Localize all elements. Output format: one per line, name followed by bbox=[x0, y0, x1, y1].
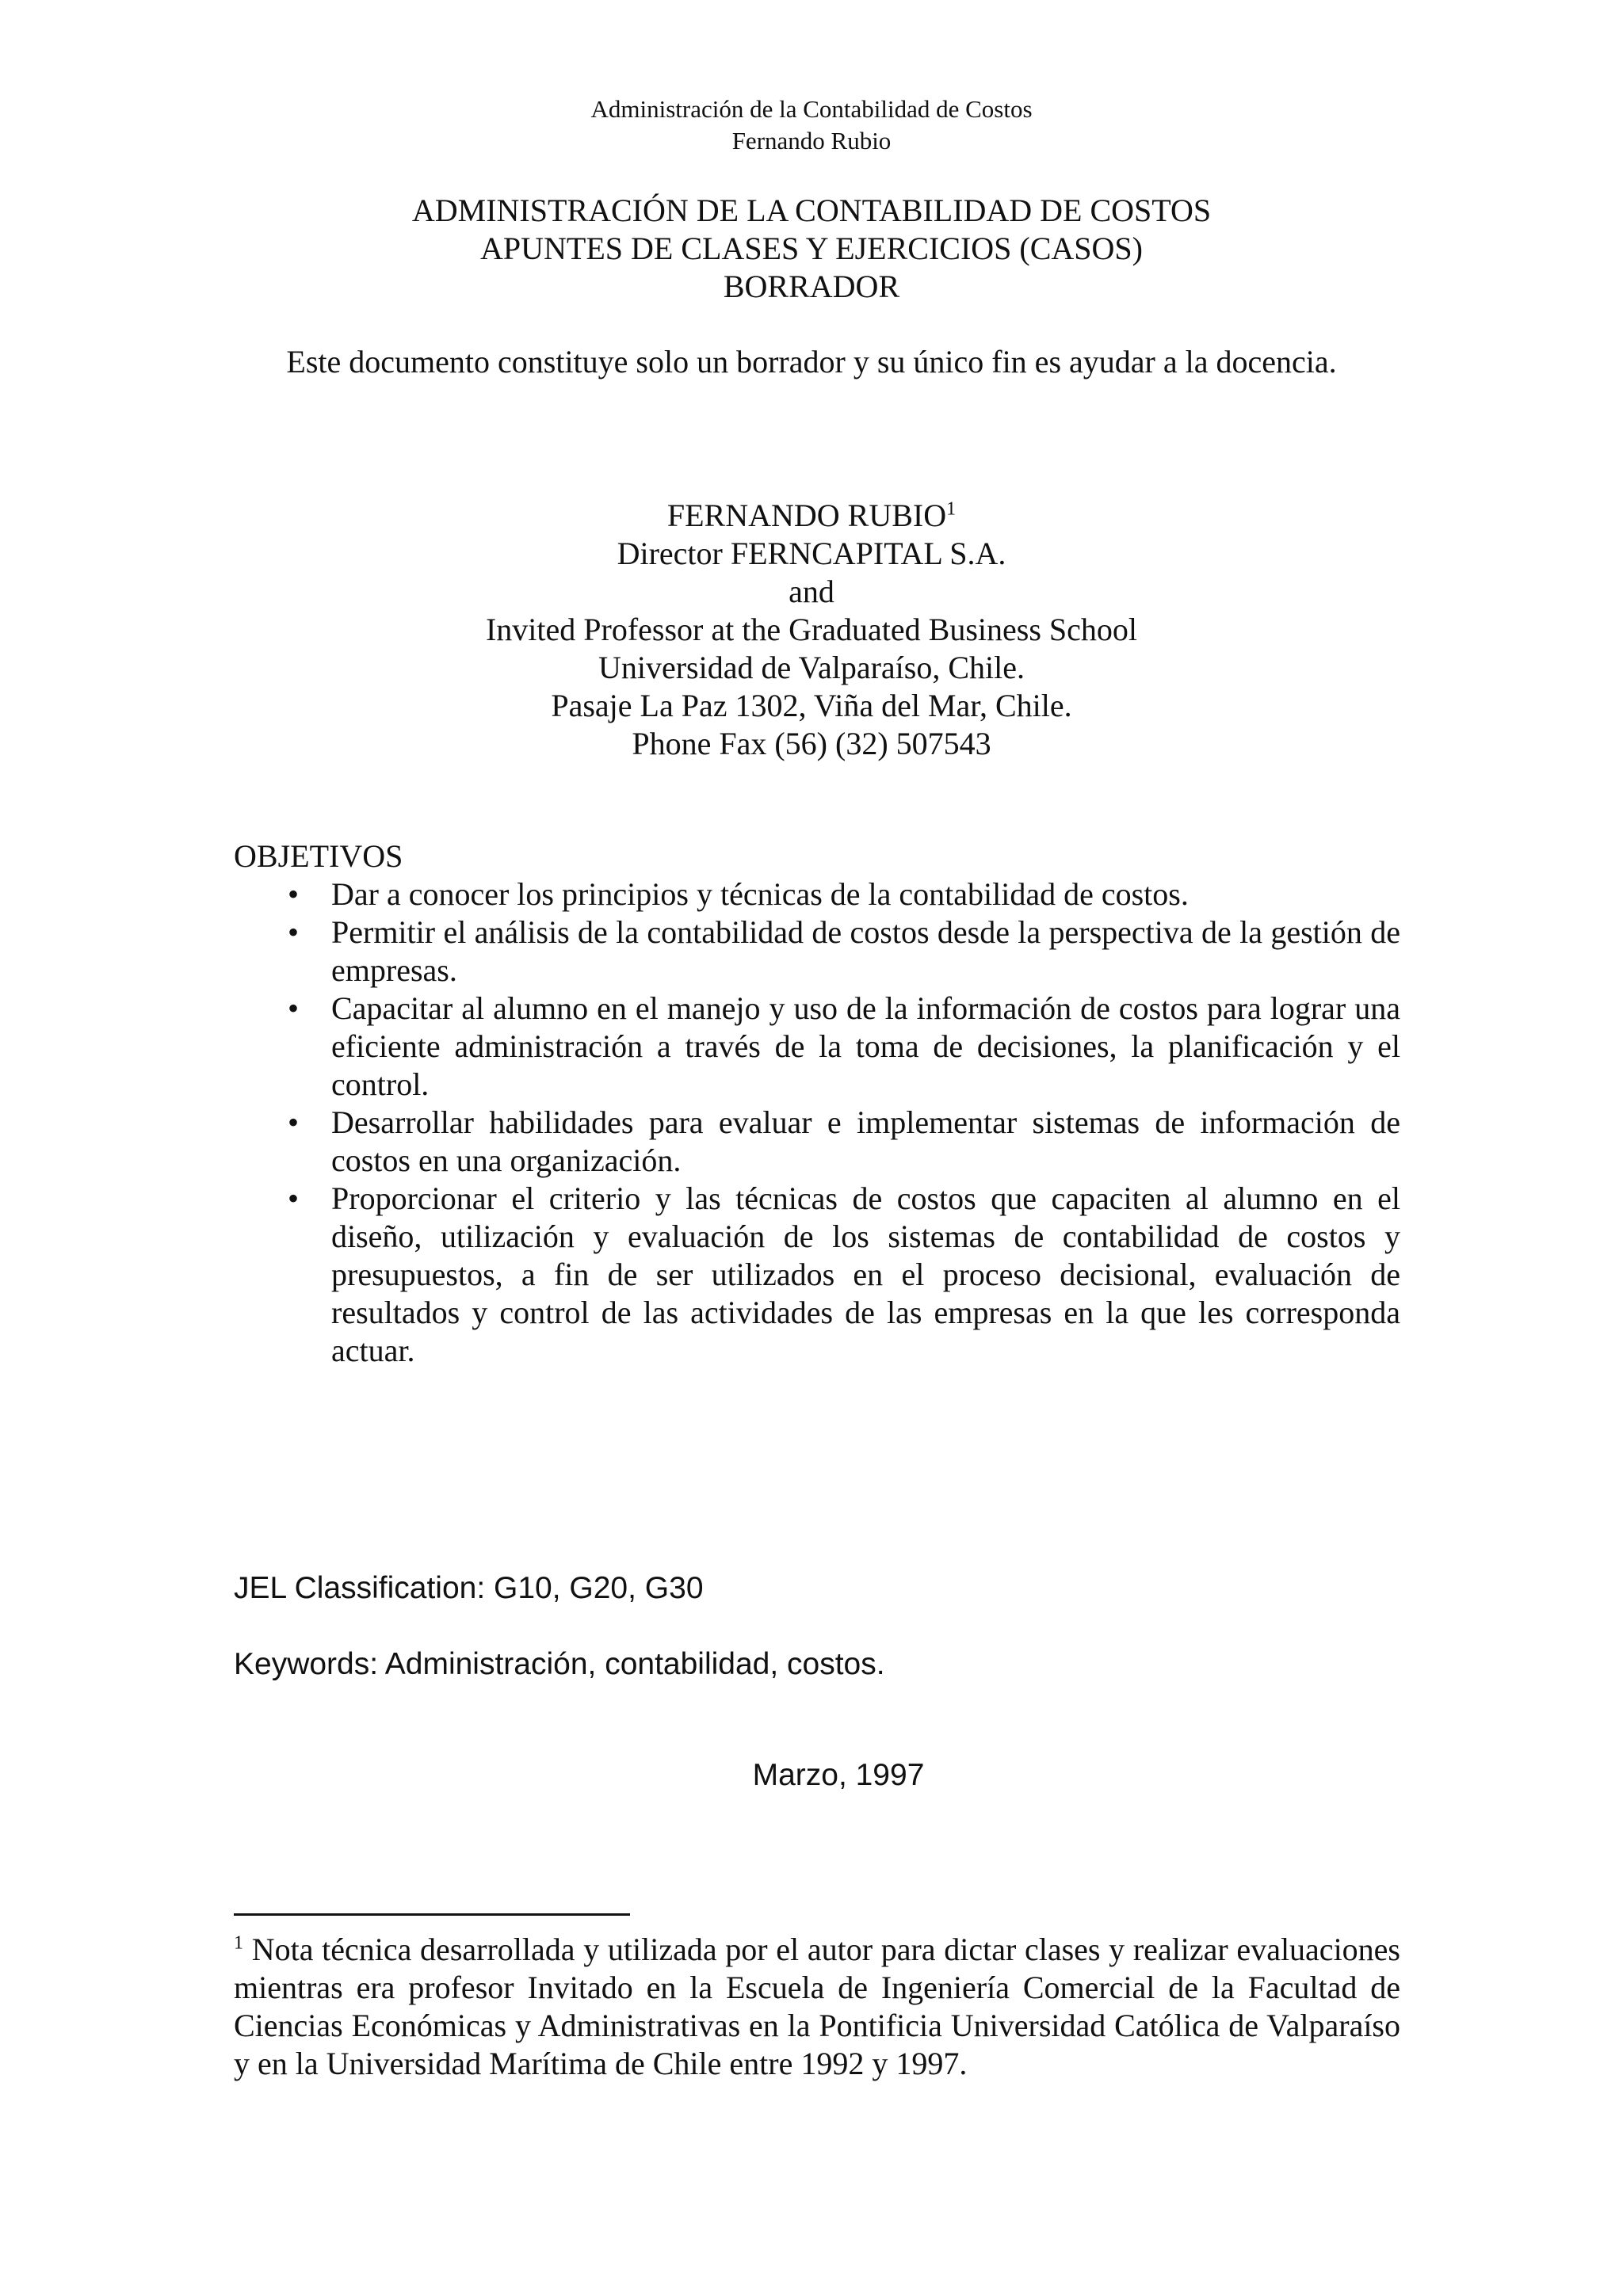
title-line-3: BORRADOR bbox=[723, 269, 900, 304]
footnote bbox=[234, 1931, 1400, 2083]
title-line-2: APUNTES DE CLASES Y EJERCICIOS (CASOS) bbox=[479, 231, 1143, 266]
author-name-line bbox=[0, 497, 1623, 535]
objectives-section bbox=[234, 837, 1400, 1370]
author-name: FERNANDO RUBIO bbox=[666, 498, 947, 533]
running-header-author: Fernando Rubio bbox=[731, 127, 892, 154]
objective-item bbox=[234, 990, 1400, 1104]
objective-item bbox=[234, 1104, 1400, 1180]
bullet-icon: • bbox=[288, 876, 300, 912]
objective-item bbox=[234, 875, 1400, 913]
author-affiliation-line: Invited Professor at the Graduated Business School bbox=[485, 612, 1138, 647]
objective-text: Permitir el análisis de la contabilidad de costos desde la perspectiva de la gestión de empresas. bbox=[331, 914, 1400, 988]
objective-text: Desarrollar habilidades para evaluar e implementar sistemas de información de costos en una organización. bbox=[331, 1104, 1400, 1178]
author-affiliation-line: and bbox=[789, 574, 834, 609]
keywords: Keywords: Administración, contabilidad, costos. bbox=[234, 1647, 885, 1681]
author-phone-line: Phone Fax (56) (32) 507543 bbox=[632, 726, 991, 761]
bullet-icon: • bbox=[288, 990, 300, 1026]
footnote-text: Nota técnica desarrollada y utilizada por el autor para dictar clases y realizar evaluaciones mientras era profesor Invitado en la Escuela de Ingeniería Comercial de la Facultad de Ciencias Económicas y Administrativas en la Pontificia Universidad Católica de Valparaíso y en la Universidad Marítima de Chile entre 1992 y 1997. bbox=[234, 1932, 1400, 2081]
author-footnote-marker: 1 bbox=[946, 498, 957, 520]
objective-item bbox=[234, 913, 1400, 990]
objective-text: Proporcionar el criterio y las técnicas de costos que capaciten al alumno en el diseño, utilización y evaluación de los sistemas de contabilidad de costos y presupuestos, a fin de ser utilizados en el proceso decisional, evaluación de resultados y control de las actividades de las empresas en la que les corresponda actuar. bbox=[331, 1180, 1400, 1368]
footnote-marker: 1 bbox=[234, 1932, 243, 1954]
objective-text: Capacitar al alumno en el manejo y uso de la información de costos para lograr una eficiente administración a través de la toma de decisiones, la planificación y el control. bbox=[331, 990, 1400, 1102]
author-affiliation-line: Director FERNCAPITAL S.A. bbox=[617, 536, 1006, 571]
title-line-1: ADMINISTRACIÓN DE LA CONTABILIDAD DE COSTOS bbox=[411, 193, 1212, 228]
bullet-icon: • bbox=[288, 1104, 300, 1140]
objectives-list bbox=[234, 875, 1400, 1370]
footnote-divider bbox=[234, 1913, 630, 1916]
running-header-title: Administración de la Contabilidad de Costos bbox=[590, 95, 1033, 123]
author-address-line: Pasaje La Paz 1302, Viña del Mar, Chile. bbox=[551, 688, 1072, 723]
author-block bbox=[0, 497, 1623, 763]
bullet-icon: • bbox=[288, 1180, 300, 1216]
objective-item bbox=[234, 1180, 1400, 1370]
author-affiliation-line: Universidad de Valparaíso, Chile. bbox=[598, 650, 1025, 685]
objectives-heading: OBJETIVOS bbox=[234, 838, 403, 874]
jel-classification: JEL Classification: G10, G20, G30 bbox=[234, 1571, 704, 1605]
document-title bbox=[0, 192, 1623, 306]
running-header bbox=[0, 93, 1623, 157]
document-date: Marzo, 1997 bbox=[752, 1758, 925, 1792]
bullet-icon: • bbox=[288, 914, 300, 950]
objective-text: Dar a conocer los principios y técnicas de la contabilidad de costos. bbox=[331, 876, 1189, 912]
disclaimer-text: Este documento constituye solo un borrador y su único fin es ayudar a la docencia. bbox=[286, 344, 1337, 379]
